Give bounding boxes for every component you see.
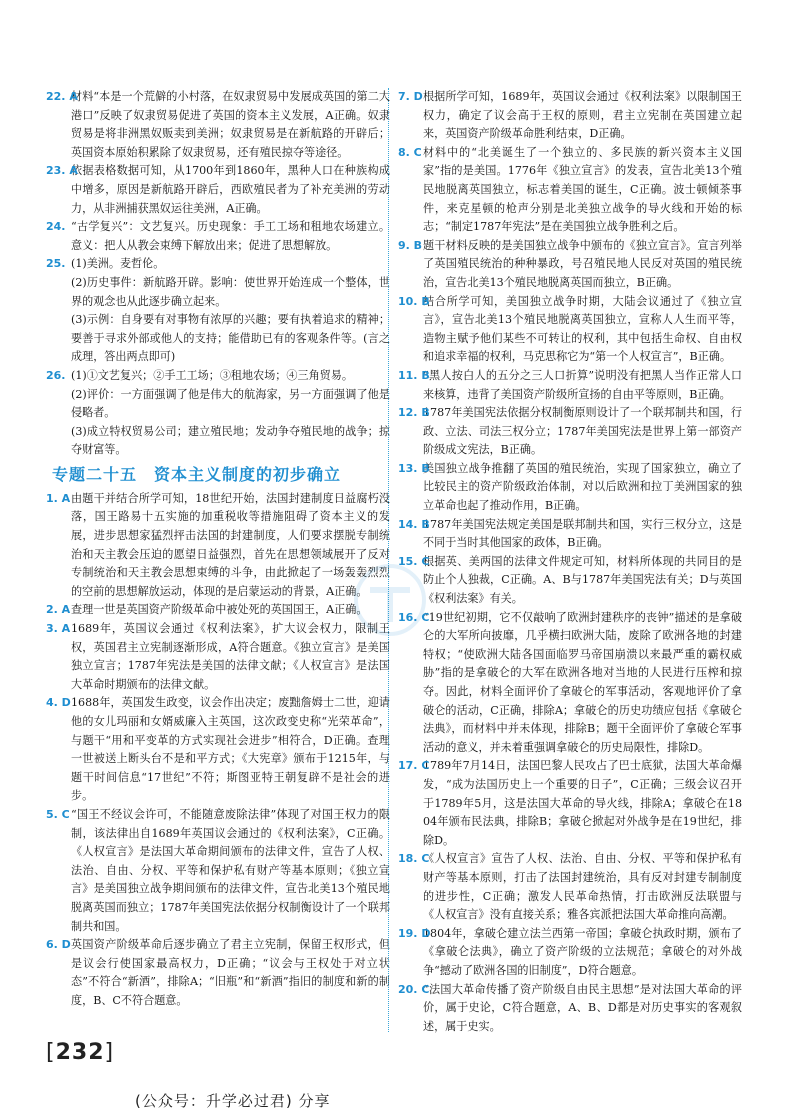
answer-number: 13. B (398, 461, 430, 475)
answer-list-top (46, 88, 390, 460)
answer-number: 6. D (46, 938, 71, 952)
answer-number: 24. (46, 220, 66, 234)
answer-number: 8. C (398, 145, 422, 159)
answer-text: (2)评价：一方面强调了他是伟大的航海家，另一方面强调了他是侵略者。 (71, 387, 390, 420)
answer-text: 根据所学可知，1689年，英国议会通过《权利法案》以限制国王权力，确定了议会高于王权的原则，君主立宪制在英国建立起来，英国资产阶级革命胜利结束，D正确。 (423, 90, 742, 141)
answer-number: 25. (46, 257, 66, 271)
answer-subitem (46, 274, 390, 311)
answer-text: 查理一世是英国资产阶级革命中被处死的英国国王，A正确。 (71, 603, 368, 617)
answer-number: 1. A (46, 491, 71, 505)
answer-item (46, 162, 390, 218)
answer-text: (2)历史事件：新航路开辟。影响：使世界开始连成一个整体，世界的观念也从此逐步确立起来。 (71, 275, 390, 308)
answer-text: 材料“本是一个荒僻的小村落，在奴隶贸易中发展成英国的第二大港口”反映了奴隶贸易促进了英国的资本主义发展，A正确。奴隶贸易是将非洲黑奴贩卖到美洲；奴隶贸易是在新航路的开辟后；英国资本原始积累除了奴隶贸易，还有殖民掠夺等途径。 (71, 90, 390, 159)
answer-number: 11. B (398, 368, 430, 382)
answer-text: (1)美洲。麦哲伦。 (71, 257, 165, 271)
answer-text: 1688年，英国发生政变，议会作出决定；废黜詹姆士二世，迎请他的女儿玛丽和女婿威廉入主英国，这次政变史称“光荣革命”，与题干“用和平变革的方式实现社会进步”相符合，D正确。查理一世被送上断头台不是和平方式；《大宪章》颁布于1215年，与题干时间信息“17世纪”不符；斯图亚特王朝复辟不是社会的进步。 (71, 696, 390, 803)
answer-text: “国王不经议会许可，不能随意废除法律”体现了对国王权力的限制，该法律出自1689年英国议会通过的《权利法案》，C正确。《人权宣言》是法国大革命期间颁布的法律文件，宣告了人权、法治、自由、分权、平等和保护私有财产等基本原则；《独立宣言》是美国独立战争期间颁布的法律文件，宣告北美13个殖民地脱离英国而独立；1787年美国宪法依据分权制衡设计了一个联邦制共和国。 (71, 807, 390, 933)
answer-number: 9. B (398, 238, 423, 252)
answer-number: 18. C (398, 852, 430, 866)
answer-text: 根据英、美两国的法律文件规定可知，材料所体现的共同目的是防止个人独裁，C正确。A、B与1787年美国宪法有关；D与英国《权利法案》有关。 (423, 554, 742, 606)
answer-item (46, 255, 390, 274)
answer-item (46, 694, 390, 806)
answer-subitem (46, 311, 390, 367)
answer-number: 12. B (398, 406, 430, 420)
answer-text: (3)示例：自身要有对事物有浓厚的兴趣；要有执着追求的精神；要善于寻求外部或他人的支持；能借助已有的客观条件等。(言之成理，答出两点即可) (71, 313, 390, 364)
answer-text: 题干材料反映的是美国独立战争中颁布的《独立宣言》。宣言列举了英国殖民统治的种种暴政，号召殖民地人民反对英国的殖民统治，宣告北美13个殖民地脱离英国而独立，B正确。 (423, 238, 742, 289)
answer-number: 17. C (398, 759, 430, 773)
watermark-logo (330, 560, 450, 640)
answer-item (398, 757, 742, 850)
answer-number: 20. C (398, 982, 430, 996)
answer-item (46, 806, 390, 936)
answer-text: (1)①文艺复兴；②手工工场；③租地农场；④三角贸易。 (71, 368, 353, 382)
page-number: [232] (46, 1040, 115, 1065)
answer-subitem (46, 423, 390, 460)
answer-item (398, 925, 742, 981)
answer-item (398, 404, 742, 460)
answer-number: 15. C (398, 554, 430, 568)
answer-text: 材料中的“北美诞生了一个独立的、多民族的新兴资本主义国家”指的是美国。1776年《独立宣言》的发表，宣告北美13个殖民地脱离英国独立，标志着美国的诞生，C正确。波士顿倾茶事件，来克星顿的枪声分别是北美独立战争的导火线和开始的标志；“制定1787年宪法”是在美国独立战争胜利之后。 (423, 145, 742, 234)
answer-item (46, 218, 390, 255)
answer-number: 7. D (398, 90, 423, 103)
answer-text: 1787年美国宪法依据分权制衡原则设计了一个联邦制共和国，行政、立法、司法三权分立；1787年美国宪法是世界上第一部资产阶级成文宪法，B正确。 (423, 406, 742, 457)
answer-text: “19世纪初期，它不仅敲响了欧洲封建秩序的丧钟”描述的是拿破仑的大军所向披靡，几乎横扫欧洲大陆，废除了欧洲各地的封建特权；“使欧洲大陆各国面临罗马帝国崩溃以来最严重的霸权威胁”指的是拿破仑的大军在欧洲各地对当地的人民进行压榨和掠夺。因此，材料全面评价了拿破仑的军事活动，客观地评价了拿破仑的活动，C正确，排除A；拿破仑的历史功绩应包括《拿破仑法典》，而材料中并未体现，排除B；题干全面评价了拿破仑军事活动的意义，并未着重强调拿破仑的历史局限性，排除D。 (423, 610, 742, 754)
answer-text: “黑人按白人的五分之三人口折算”说明没有把黑人当作正常人口来核算，违背了美国资产阶级所宣扬的自由平等原则，B正确。 (423, 368, 742, 401)
answer-number: 26. (46, 368, 66, 382)
answer-number: 22. A (46, 90, 78, 103)
page-number-value: 232 (55, 1040, 105, 1065)
answer-text: 由题干并结合所学可知，18世纪开始，法国封建制度日益腐朽没落，国王路易十五实施的加重税收等措施阻碍了资本主义的发展，进步思想家猛烈抨击法国的封建制度，人们要求摆脱专制统治和天主教会压迫的愿望日益强烈，首先在思想领域展开了反对专制统治和天主教会思想束缚的斗争，由此掀起了一场轰轰烈烈的空前的思想解放运动，体现的是启蒙运动的背景，A正确。 (71, 491, 390, 598)
answer-text: 《人权宣言》宣告了人权、法治、自由、分权、平等和保护私有财产等基本原则，打击了法国封建统治，具有反对封建专制制度的进步性，C正确；激发人民革命热情，打击欧洲反法联盟与《人权宣言》没有直接关系；雅各宾派把法国大革命推向高潮。 (423, 852, 742, 922)
answer-number: 14. B (398, 517, 430, 531)
footer-note: (公众号：升学必过君) 分享 (135, 1092, 331, 1110)
answer-item (46, 936, 390, 1010)
answer-number: 3. A (46, 622, 71, 636)
answer-item (398, 460, 742, 516)
answer-subitem (46, 386, 390, 423)
answer-text: 1787年美国宪法规定美国是联邦制共和国，实行三权分立，这是不同于当时其他国家的政体，B正确。 (423, 517, 742, 550)
answer-item (398, 237, 742, 293)
answer-number: 16. C (398, 610, 430, 624)
answer-item (398, 144, 742, 237)
answer-text: “法国大革命传播了资产阶级自由民主思想”是对法国大革命的评价，属于史论，C符合题意，A、B、D都是对历史事实的客观叙述，属于史实。 (423, 982, 742, 1033)
answer-text: “古学复兴”：文艺复兴。历史现象：手工工场和租地农场建立。意义：把人从教会束缚下解放出来；促进了思想解放。 (71, 220, 390, 252)
answer-text: (3)成立特权贸易公司；建立殖民地；发动争夺殖民地的战争；掠夺财富等。 (71, 424, 390, 457)
answer-item (398, 88, 742, 144)
answer-text: 美国独立战争推翻了英国的殖民统治，实现了国家独立，确立了比较民主的资产阶级政治体制，对以后欧洲和拉丁美洲国家的独立革命也起了推动作用，B正确。 (423, 461, 742, 513)
answer-text: 1689年，英国议会通过《权利法案》，扩大议会权力，限制王权，英国君主立宪制逐渐形成，A符合题意。《独立宣言》是美国独立宣言；1787年宪法是美国的法律文献；《人权宣言》是法国大革命时期颁布的法律文献。 (71, 622, 390, 691)
answer-number: 10. B (398, 294, 430, 308)
left-column (46, 88, 390, 1011)
answer-number: 4. D (46, 696, 71, 710)
answer-text: 1789年7月14日，法国巴黎人民攻占了巴士底狱，法国大革命爆发，“成为法国历史上一个重要的日子”，C正确；三级会议召开于1789年5月，这是法国大革命的导火线，排除A；拿破仑在1804年颁布民法典，排除B；拿破仑掀起对外战争是在19世纪，排除D。 (423, 759, 742, 847)
answer-text: 结合所学可知，美国独立战争时期，大陆会议通过了《独立宣言》，宣告北美13个殖民地脱离英国独立，宣称人人生而平等，造物主赋予他们某些不可转让的权利，其中包括生命权、自由权和追求幸福的权利，马克思称它为“第一个人权宣言”，B正确。 (423, 294, 742, 364)
answer-text: 1804年，拿破仑建立法兰西第一帝国；拿破仑执政时期，颁布了《拿破仑法典》，确立了资产阶级的立法规范；拿破仑的对外战争“撼动了欧洲各国的旧制度”，D符合题意。 (423, 926, 742, 977)
answer-item (398, 516, 742, 553)
answer-number: 19. D (398, 926, 431, 940)
answer-item (398, 293, 742, 367)
answer-number: 5. C (46, 807, 70, 821)
answer-item (398, 981, 742, 1037)
answer-text: 依据表格数据可知，从1700年到1860年，黑种人口在种族构成中增多，原因是新航路开辟后，西欧殖民者为了补充美洲的劳动力，从非洲捕获黑奴运往美洲，A正确。 (71, 164, 390, 215)
section-title: 专题二十五 资本主义制度的初步确立 (52, 464, 342, 484)
answer-number: 2. A (46, 603, 71, 617)
answer-number: 23. A (46, 164, 78, 178)
answer-text: 英国资产阶级革命后逐步确立了君主立宪制，保留王权形式，但是议会行使国家最高权力，D正确；“议会与王权处于对立状态”不符合“新酒”，排除A；“旧瓶”和“新酒”指旧的制度和新的制度，B、C不符合题意。 (71, 938, 390, 1007)
answer-item (46, 367, 390, 386)
answer-item (46, 88, 390, 162)
answer-item (398, 850, 742, 924)
answer-item (398, 367, 742, 404)
